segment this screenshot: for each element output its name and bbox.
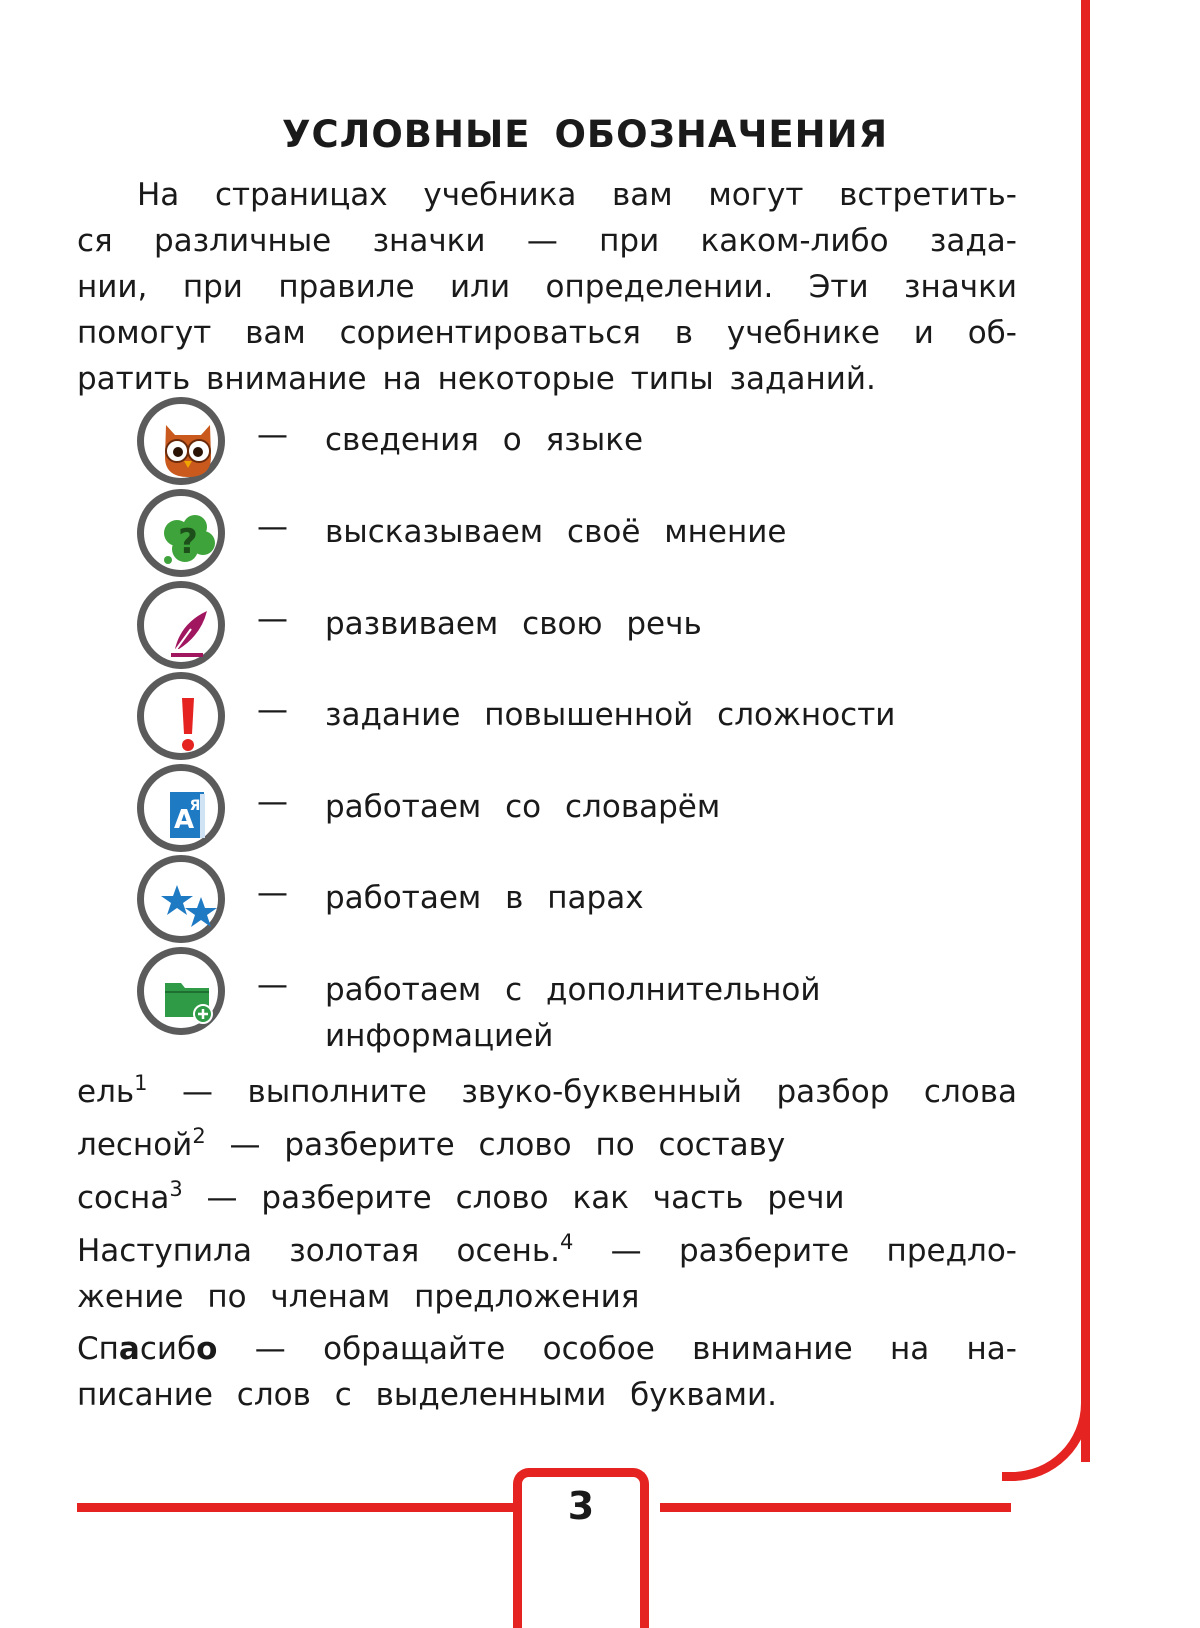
svg-text:A: A [173, 805, 195, 835]
legend-item-language-info [137, 397, 1017, 487]
example-line: жение по членам предложения [77, 1279, 640, 1315]
example-word: лесной [77, 1127, 193, 1163]
question-cloud-icon [137, 489, 225, 577]
intro-line: ратить внимание на некоторые типы заданий. [77, 361, 876, 397]
example-mark: 3 [169, 1177, 183, 1201]
example-part-of-speech [77, 1175, 1017, 1221]
svg-text:?: ? [178, 522, 198, 562]
two-stars-icon [137, 855, 225, 943]
example-word: Наступила золотая осень. [77, 1233, 560, 1269]
example-instruction: — разберите предло- [573, 1233, 1017, 1269]
exclamation-icon [137, 672, 225, 760]
intro-paragraph [77, 172, 1017, 402]
example-highlighted-letters [77, 1326, 1017, 1418]
legend-dash: — [257, 784, 288, 820]
example-instruction: — разберите слово как часть речи [182, 1180, 845, 1216]
feather-pen-icon [137, 581, 225, 669]
legend-dash: — [257, 417, 288, 453]
legend-dash: — [257, 967, 288, 1003]
legend-text: высказываем своё мнение [325, 514, 787, 550]
legend-text: работаем со словарём [325, 789, 721, 825]
intro-line: На страницах учебника вам могут встретить- [137, 177, 1017, 213]
intro-line: нии, при правиле или определении. Эти значки [77, 269, 1017, 305]
owl-icon [137, 397, 225, 485]
example-mark: 4 [559, 1230, 574, 1254]
dictionary-book-icon [137, 764, 225, 852]
legend-item-dictionary [137, 764, 1017, 854]
legend-text-line: информацией [325, 1018, 554, 1054]
legend-text: работаем в парах [325, 880, 644, 916]
example-word: ель [77, 1074, 135, 1110]
folder-plus-icon [137, 947, 225, 1035]
example-instruction: — обращайте особое внимание на на- [217, 1331, 1017, 1367]
example-line [77, 1228, 1017, 1274]
legend-dash: — [257, 509, 288, 545]
word-part: Сп [77, 1331, 119, 1367]
example-instruction: — выполните звуко-буквенный разбор слова [147, 1074, 1017, 1110]
example-instruction: — разберите слово по составу [205, 1127, 786, 1163]
example-sentence-parsing [77, 1228, 1017, 1320]
highlighted-letter: о [196, 1331, 218, 1367]
legend-item-pairs [137, 855, 1017, 945]
example-mark: 1 [134, 1071, 148, 1095]
legend-dash: — [257, 692, 288, 728]
legend-item-extra-info [137, 947, 1017, 1067]
example-line [77, 1326, 1017, 1372]
page-frame-bottom-right [660, 1503, 1011, 1512]
page-title: УСЛОВНЫЕ ОБОЗНАЧЕНИЯ [281, 113, 889, 156]
highlighted-letter: а [118, 1331, 140, 1367]
page-number: 3 [513, 1468, 649, 1628]
svg-text:Я: Я [189, 798, 201, 814]
page-frame-bottom-left [77, 1503, 513, 1512]
legend-item-hard-task [137, 672, 1017, 762]
example-word: сосна [77, 1180, 170, 1216]
legend-dash: — [257, 601, 288, 637]
legend-text: задание повышенной сложности [325, 697, 896, 733]
legend-item-speech [137, 581, 1017, 671]
example-mark: 2 [192, 1124, 206, 1148]
example-word [77, 1331, 217, 1367]
intro-line: ся различные значки — при каком-либо зада- [77, 223, 1017, 259]
legend-text: развиваем свою речь [325, 606, 702, 642]
legend-text: сведения о языке [325, 422, 644, 458]
legend-text-line: работаем с дополнительной [325, 972, 821, 1008]
legend-item-opinion [137, 489, 1017, 579]
example-phonetic-analysis [77, 1069, 1017, 1115]
word-part: сиб [139, 1331, 197, 1367]
example-word-structure [77, 1122, 1017, 1168]
example-line: писание слов с выделенными буквами. [77, 1377, 778, 1413]
intro-line: помогут вам сориентироваться в учебнике и об- [77, 315, 1017, 351]
legend-text [325, 967, 820, 1059]
legend-dash: — [257, 875, 288, 911]
page-frame-right [1081, 0, 1090, 1462]
